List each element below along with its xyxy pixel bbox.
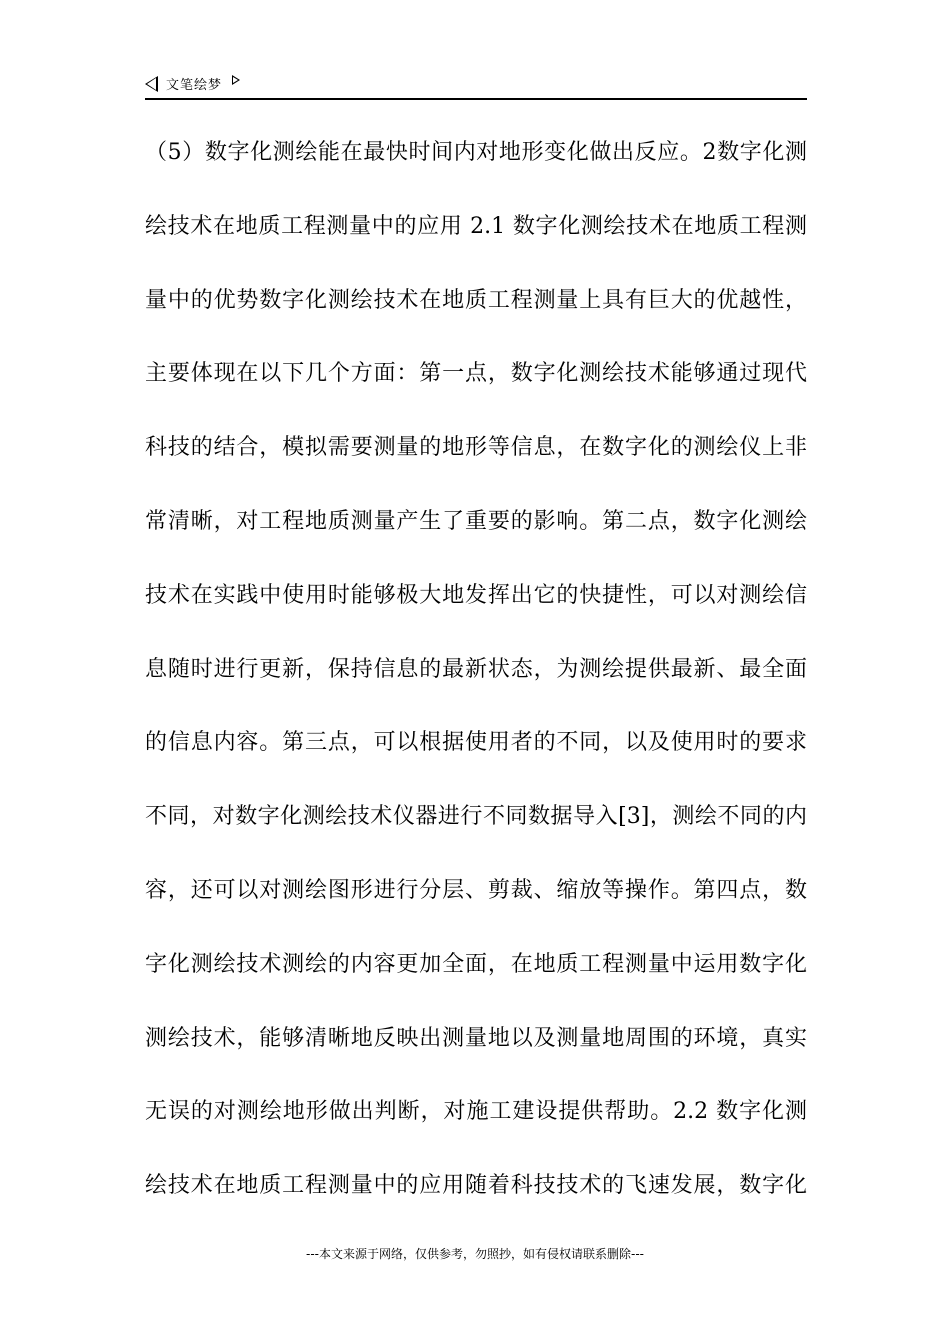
text-line: 绘技术在地质工程测量中的应用 2.1 数字化测绘技术在地质工程测 — [145, 213, 807, 239]
triangle-right-icon — [232, 75, 240, 85]
text-line: 主要体现在以下几个方面：第一点，数字化测绘技术能够通过现代 — [145, 361, 807, 387]
text-line: 常清晰，对工程地质测量产生了重要的影响。第二点，数字化测绘 — [145, 508, 807, 534]
text-line: 字化测绘技术测绘的内容更加全面，在地质工程测量中运用数字化 — [145, 951, 807, 977]
text-line: 绘技术在地质工程测量中的应用随着科技技术的飞速发展，数字化 — [145, 1173, 807, 1199]
text-line: 测绘技术，能够清晰地反映出测量地以及测量地周围的环境，真实 — [145, 1025, 807, 1051]
text-line: 容，还可以对测绘图形进行分层、剪裁、缩放等操作。第四点，数 — [145, 877, 807, 903]
text-line: 无误的对测绘地形做出判断，对施工建设提供帮助。2.2 数字化测 — [145, 1099, 807, 1125]
text-line: 量中的优势数字化测绘技术在地质工程测量上具有巨大的优越性， — [145, 287, 807, 313]
text-line: （5）数字化测绘能在最快时间内对地形变化做出反应。2数字化测 — [145, 140, 807, 165]
text-line: 不同，对数字化测绘技术仪器进行不同数据导入[3]，测绘不同的内 — [145, 804, 807, 830]
header-brand — [145, 74, 240, 93]
text-line: 的信息内容。第三点，可以根据使用者的不同，以及使用时的要求 — [145, 730, 807, 756]
text-line: 科技的结合，模拟需要测量的地形等信息，在数字化的测绘仪上非 — [145, 435, 807, 461]
text-line: 技术在实践中使用时能够极大地发挥出它的快捷性，可以对测绘信 — [145, 582, 807, 608]
triangle-left-icon — [145, 76, 158, 92]
page-header — [145, 70, 807, 100]
page-footer: ---本文来源于网络，仅供参考，勿照抄，如有侵权请联系删除--- — [306, 1247, 644, 1261]
document-body — [145, 130, 807, 1237]
text-line: 息随时进行更新，保持信息的最新状态，为测绘提供最新、最全面 — [145, 656, 807, 682]
header-title: 文笔绘梦 — [166, 78, 223, 93]
